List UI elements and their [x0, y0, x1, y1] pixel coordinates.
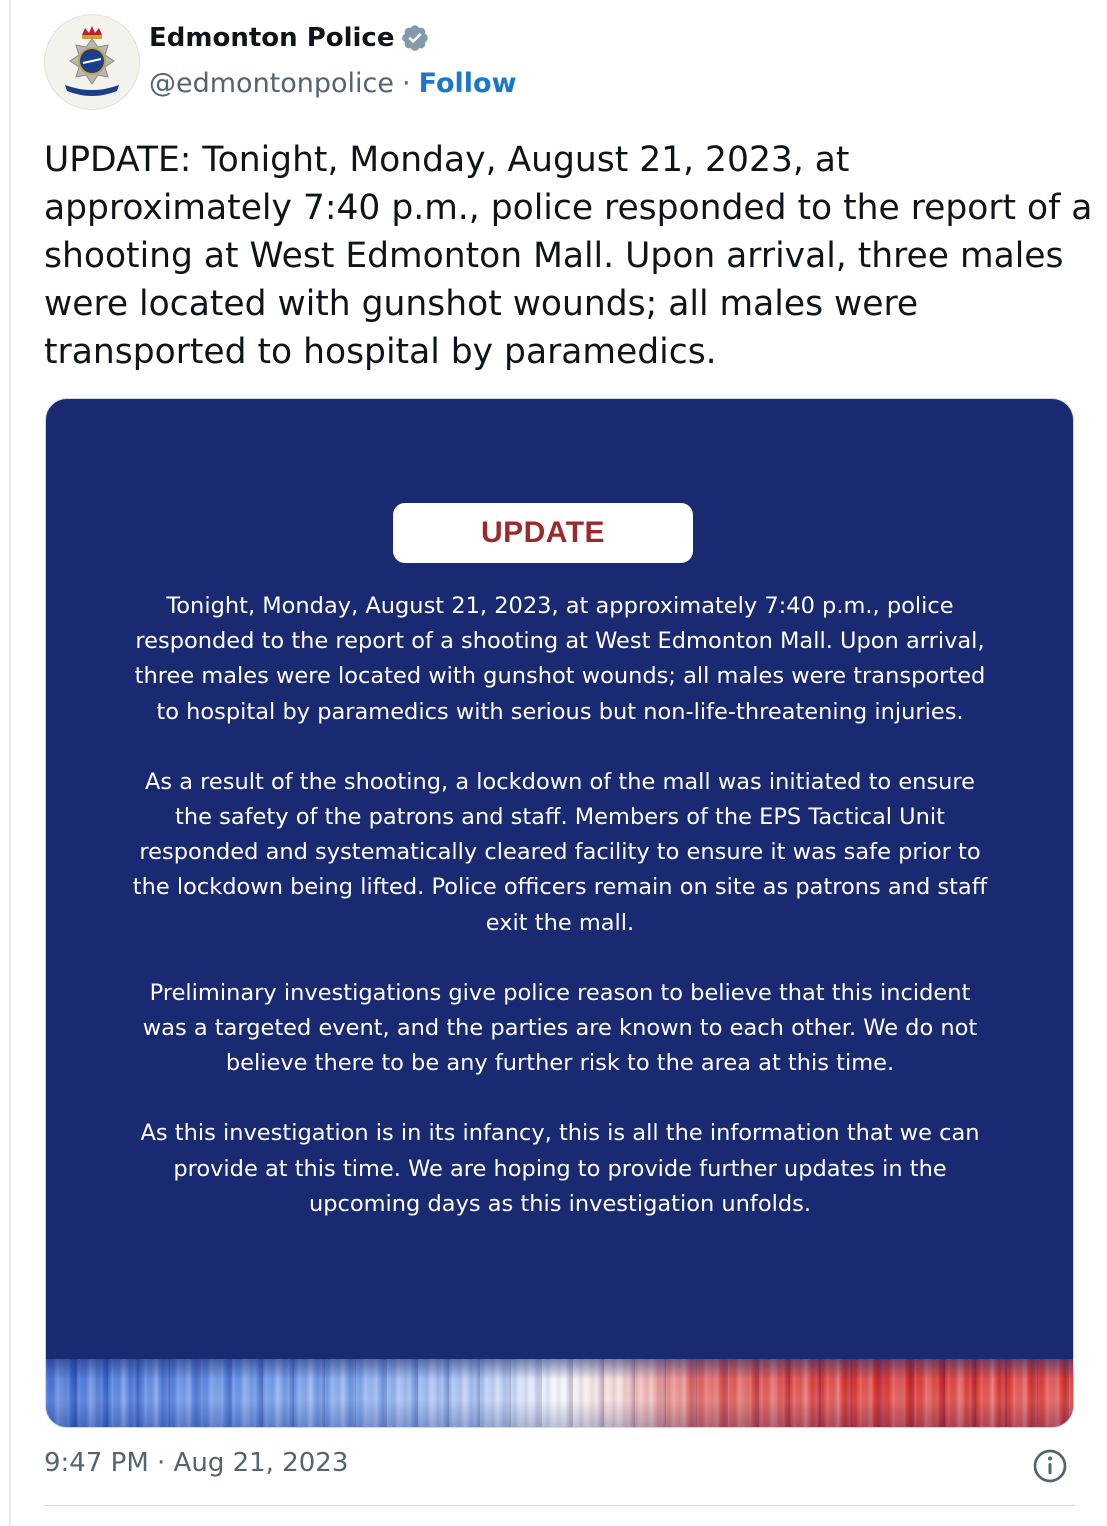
update-label-box — [393, 503, 693, 563]
avatar[interactable] — [44, 14, 140, 110]
tweet-media-image[interactable] — [45, 398, 1074, 1428]
author-handle-row — [149, 68, 517, 99]
verified-badge-icon — [400, 23, 430, 53]
tweet-header — [44, 14, 644, 110]
author-handle[interactable]: @edmontonpolice — [149, 68, 395, 99]
media-paragraph: Preliminary investigations give police reason to believe that this incident was a targeted event, and the parties are known to each other. We do not believe there to be any further risk to the area at this time. — [142, 979, 978, 1077]
footer-divider — [44, 1505, 1075, 1506]
author-display-name[interactable]: Edmonton Police — [149, 23, 395, 53]
police-crest-logo — [45, 15, 139, 109]
author-name-row — [149, 23, 430, 53]
tweet-timestamp[interactable]: 9:47 PM · Aug 21, 2023 — [44, 1448, 349, 1478]
tweet-text: UPDATE: Tonight, Monday, August 21, 2023, at approximately 7:40 p.m., police responded to the report of a shooting at West Edmonton Mall. Upon arrival, three males were located with gunshot wounds; all males were transported to hospital by paramedics. — [44, 140, 1093, 372]
info-icon[interactable] — [1032, 1448, 1068, 1484]
thread-line — [9, 0, 11, 1526]
separator-dot: · — [402, 68, 411, 99]
media-body-text — [126, 589, 994, 1257]
update-heading: UPDATE — [480, 516, 606, 549]
media-paragraph: As this investigation is in its infancy, this is all the information that we can provide at this time. We are hoping to provide further updates in the upcoming days as this investigation unfolds. — [140, 1120, 980, 1217]
media-paragraph: Tonight, Monday, August 21, 2023, at approximately 7:40 p.m., police responded to the report of a shooting at West Edmonton Mall. Upon arrival, three males were located with gunshot wounds; all males were transported to hospital by paramedics with serious but non-life-threatening injuries. — [134, 593, 986, 725]
follow-button[interactable]: Follow — [418, 68, 517, 99]
decorative-light-band — [46, 1359, 1073, 1427]
media-paragraph: As a result of the shooting, a lockdown of the mall was initiated to ensure the safety of the patrons and staff. Members of the EPS Tactical Unit responded and systematically cleared facility to ensure it was safe prior to the lockdown being lifted. Police officers remain on site as patrons and staff exit the mall. — [132, 768, 988, 936]
